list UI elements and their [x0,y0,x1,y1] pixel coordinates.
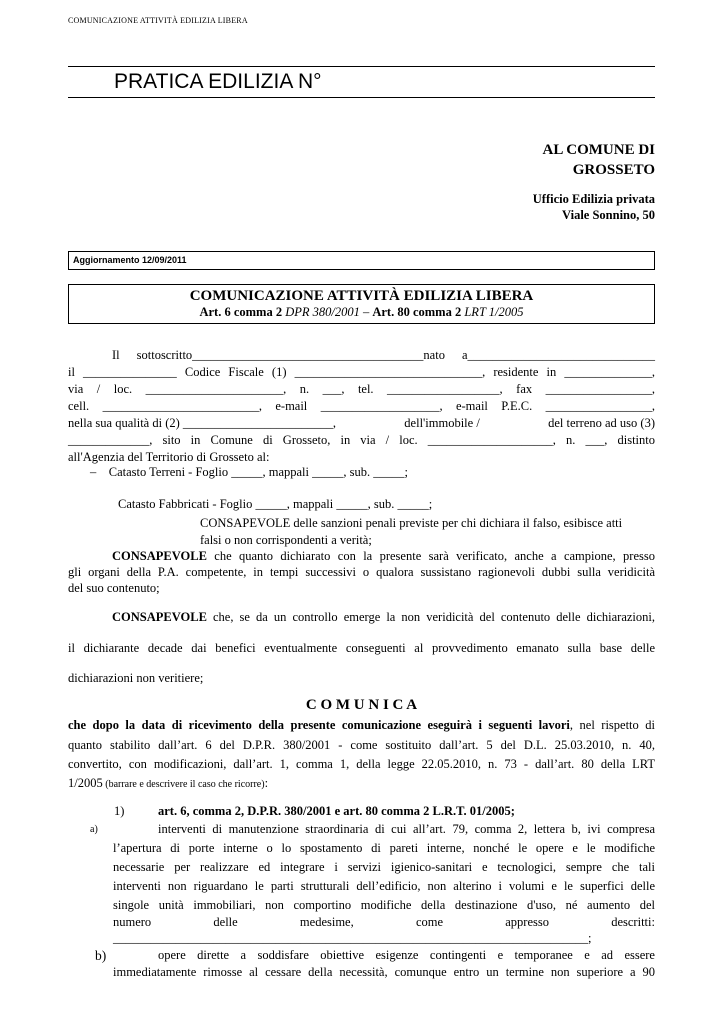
catasto-terreni[interactable]: Catasto Terreni - Foglio _____, mappali _____, sub. _____; [108,465,408,479]
consapevole-1a: CONSAPEVOLE delle sanzioni penali previste per chi dichiara il falso, esibisce atti [200,516,623,530]
recipient-line2: GROSSETO [572,162,655,178]
item-a-l1: interventi di manutenzione straordinaria di cui all’art. 79, comma 2, lettera b, ivi compresa [158,822,655,836]
item-a-l3: necessarie per realizzare ed integrare i servizi igienico-sanitari e tecnologici, sempre che tali [113,860,655,874]
consapevole-2-l3: del suo contenuto; [68,581,160,595]
catasto-fabbricati[interactable]: Catasto Fabbricati - Foglio _____, mappali _____, sub. _____; [118,497,433,511]
form-title-box [68,284,655,324]
item-a-label: a) [90,824,98,835]
item-a-l5: singole unità immobiliari, non comportino modifiche della destinazione d'uso, né aumento del [113,898,655,912]
field-contatti[interactable]: cell. _________________________, e-mail ___________________, e-mail P.E.C. _________________, [68,399,655,413]
recipient-office: Ufficio Edilizia privata [532,192,655,206]
consapevole-1b: falsi o non corrispondenti a verità; [200,533,372,547]
item-a-l6: numero delle medesime, come appresso descritti: [113,915,655,929]
comunica-p4: 1/2005 (barrare e descrivere il caso che ricorre): [68,776,269,790]
pratica-edilizia-title: PRATICA EDILIZIA N° [114,70,322,93]
update-box [68,251,655,270]
item-b-l1: opere dirette a soddisfare obiettive esigenze contingenti e temporanee e ad essere [158,948,655,962]
consapevole-3: CONSAPEVOLE che, se da un controllo emerge la non veridicità del contenuto delle dichiarazioni, [112,610,655,624]
field-ubicazione[interactable]: _____________, sito in Comune di Grosseto, in via / loc. ____________________, n. ___, distinto [68,433,655,447]
form-subtitle: Art. 6 comma 2 DPR 380/2001 – Art. 80 comma 2 LRT 1/2005 [199,305,524,319]
field-indirizzo[interactable]: via / loc. ______________________, n. ___, tel. __________________, fax _________________, [68,382,655,396]
field-sottoscritto[interactable]: Il sottoscritto_____________________________________nato a______________________________ [112,348,655,362]
comunica-p1: che dopo la data di ricevimento della presente comunicazione eseguirà i seguenti lavori, nel rispetto di [68,718,655,732]
consapevole-3-l2: il dichiarante decade dai benefici eventualmente conseguenti al provvedimento emanato sulla base delle [68,641,655,655]
dash-bullet: – [90,465,97,479]
comunica-p2: quanto stabilito dall’art. 6 del D.P.R. 380/2001 - come sostituito dall’art. 5 del D.L. 25.03.2010, n. 40, [68,738,655,752]
form-title: COMUNICAZIONE ATTIVITÀ EDILIZIA LIBERA [189,288,534,304]
item-1-title: art. 6, comma 2, D.P.R. 380/2001 e art. 80 comma 2 L.R.T. 01/2005; [158,804,515,818]
immobile-label: dell'immobile / [404,416,480,430]
update-date: Aggiornamento 12/09/2011 [73,255,187,265]
catasto-fabbricati-row [118,497,432,512]
recipient-line1: AL COMUNE DI [542,142,655,158]
item-a-description-field[interactable]: ____________________________________________________________________________; [113,931,592,945]
terreno-label: del terreno ad uso (3) [548,416,655,430]
consapevole-2: CONSAPEVOLE che quanto dichiarato con la presente sarà verificato, anche a campione, presso [112,549,655,563]
item-a-l4: interventi non riguardano le parti strutturali dell’edificio, non alterino i volumi e le superfici delle [113,879,655,893]
field-agenzia: all'Agenzia del Territorio di Grosseto al: [68,450,270,464]
item-b-label: b) [95,948,107,963]
title-bottom-rule [68,97,655,98]
catasto-terreni-row [90,465,408,480]
qualita-text[interactable]: nella sua qualità di (2) ________________________, [68,416,337,430]
item-a-l2: l’apertura di porte interne o lo spostamento di pareti interne, nonché le opere e le modifiche [113,841,655,855]
item-b-l2: immediatamente rimosse al cessare della necessità, comunque entro un termine non superiore a 90 [113,965,655,979]
comunica-p3: convertito, con modificazioni, dall’art. 1, comma 1, della legge 22.05.2010, n. 73 - dall’art. 80 della LRT [68,757,655,771]
recipient-address: Viale Sonnino, 50 [562,208,655,222]
running-header: COMUNICAZIONE ATTIVITÀ EDILIZIA LIBERA [68,16,248,25]
consapevole-2-l2: gli organi della P.A. competente, in tempi successivi o qualora sussistano ragionevoli dubbi sulla veridicità [68,565,655,579]
item-1-number: 1) [114,804,125,818]
comunica-heading: C O M U N I C A [305,697,418,713]
title-top-rule [68,66,655,67]
field-qualita [68,416,655,431]
consapevole-3-l3: dichiarazioni non veritiere; [68,671,204,685]
field-codice-fiscale[interactable]: il _______________ Codice Fiscale (1) ______________________________, residente in ______________, [68,365,655,379]
